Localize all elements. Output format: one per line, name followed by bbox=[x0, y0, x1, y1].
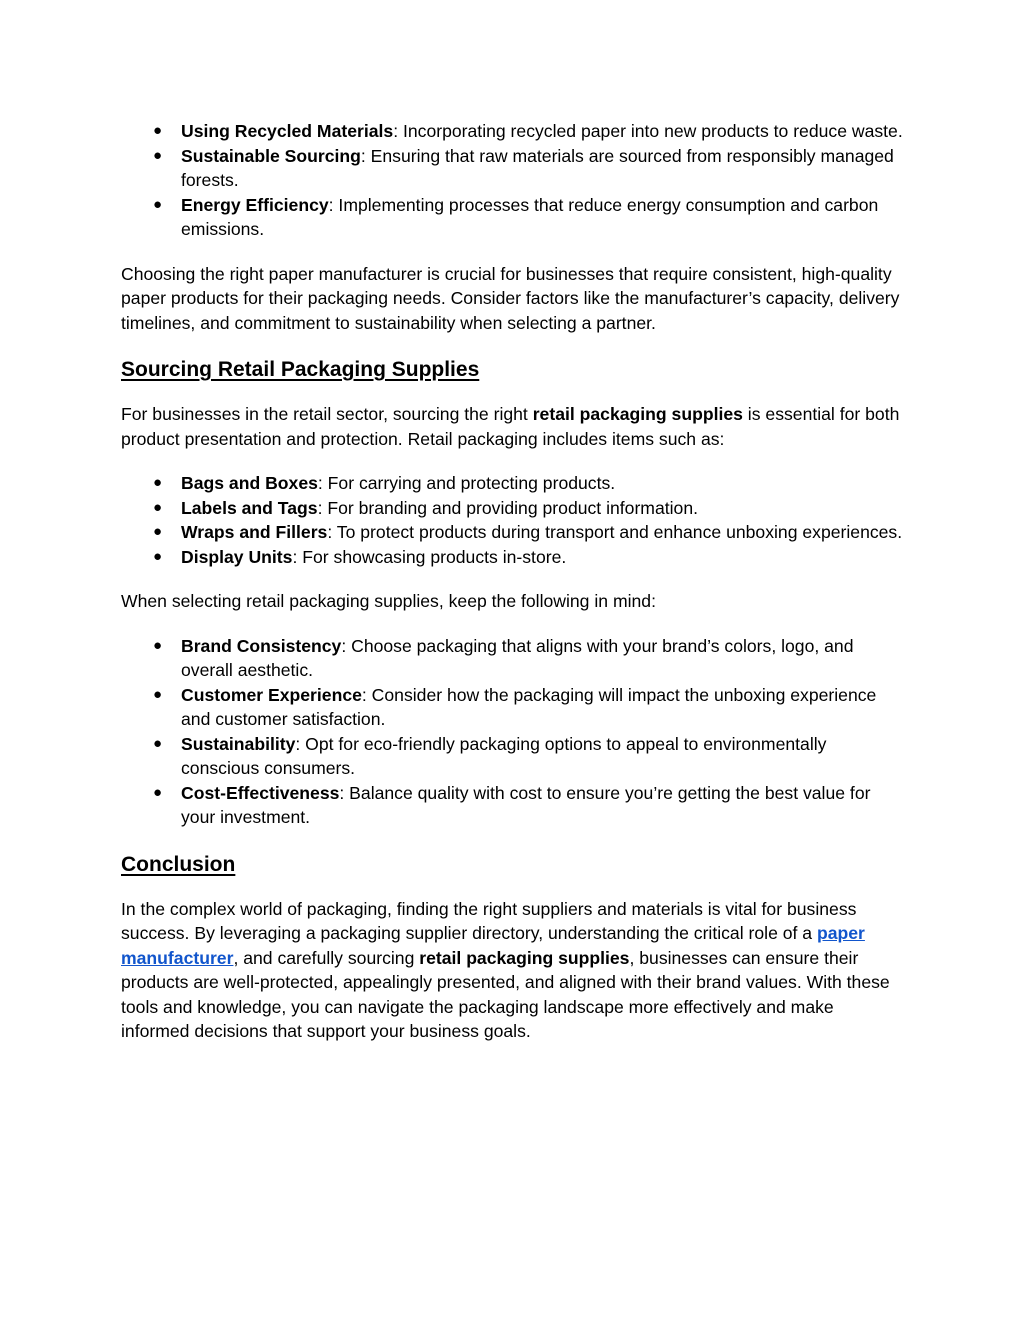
section-heading-retail-packaging: Sourcing Retail Packaging Supplies bbox=[121, 358, 480, 381]
list-item-term: Energy Efficiency bbox=[181, 194, 329, 215]
list-item-term: Display Units bbox=[181, 546, 293, 567]
bullet-icon: ● bbox=[153, 685, 163, 703]
paragraph-text: For businesses in the retail sector, sourcing the right bbox=[121, 404, 533, 424]
list-item bbox=[153, 732, 906, 781]
list-item-text: : For carrying and protecting products. bbox=[317, 473, 616, 493]
list-item bbox=[153, 496, 906, 521]
list-item-term: Sustainable Sourcing bbox=[181, 145, 361, 166]
list-item-term: Labels and Tags bbox=[181, 497, 318, 518]
document-page bbox=[121, 119, 906, 1044]
list-item-term: Sustainability bbox=[181, 733, 296, 754]
list-item-term: Cost-Effectiveness bbox=[181, 782, 340, 803]
list-item bbox=[153, 520, 906, 545]
paragraph-selection-intro: When selecting retail packaging supplies, keep the following in mind: bbox=[121, 591, 656, 611]
paragraph-text: , businesses can ensure their products are well-protected, appealingly presented, and aligned with their brand values. With these tools and knowledge, you can navigate the packaging landscape more effectively and make informed decisions that support your business goals. bbox=[121, 947, 890, 1041]
list-item-text: : To protect products during transport and enhance unboxing experiences. bbox=[327, 522, 903, 542]
list-item bbox=[153, 119, 906, 144]
list-item-term: Wraps and Fillers bbox=[181, 522, 328, 542]
retail-items-list bbox=[121, 471, 906, 569]
bullet-icon: ● bbox=[153, 122, 163, 139]
bullet-icon: ● bbox=[153, 498, 163, 516]
list-item-text: : Opt for eco-friendly packaging options to appeal to environmentally conscious consumers. bbox=[181, 733, 827, 778]
list-item-text: : Implementing processes that reduce energy consumption and carbon emissions. bbox=[181, 194, 879, 239]
paragraph-conclusion bbox=[121, 897, 906, 1044]
paragraph-bold-text: retail packaging supplies bbox=[532, 404, 743, 424]
paper-manufacturer-link[interactable]: paper manufacturer bbox=[121, 923, 865, 968]
list-item bbox=[153, 471, 906, 496]
bullet-icon: ● bbox=[153, 734, 163, 752]
list-item bbox=[153, 781, 906, 830]
bullet-icon: ● bbox=[153, 547, 163, 565]
bullet-icon: ● bbox=[153, 195, 163, 213]
list-item-term: Using Recycled Materials bbox=[181, 121, 394, 141]
list-item-term: Brand Consistency bbox=[181, 635, 342, 656]
bullet-icon: ● bbox=[153, 636, 163, 654]
list-item bbox=[153, 144, 906, 193]
list-item-text: : Choose packaging that aligns with your brand’s colors, logo, and overall aesthetic. bbox=[181, 635, 854, 680]
list-item-text: : For showcasing products in-store. bbox=[292, 546, 567, 567]
list-item-text: : Balance quality with cost to ensure you’re getting the best value for your investment. bbox=[181, 782, 871, 827]
list-item bbox=[153, 634, 906, 683]
list-item bbox=[153, 683, 906, 732]
paragraph-text: , and carefully sourcing bbox=[233, 947, 420, 968]
selection-criteria-list bbox=[121, 634, 906, 830]
bullet-icon: ● bbox=[153, 146, 163, 164]
list-item-text: : Incorporating recycled paper into new products to reduce waste. bbox=[393, 121, 903, 141]
paragraph-text: In the complex world of packaging, finding the right suppliers and materials is vital for business success. By leveraging a packaging supplier directory, understanding the critical role of a bbox=[121, 898, 857, 943]
section-heading-conclusion: Conclusion bbox=[121, 852, 236, 876]
bullet-icon: ● bbox=[153, 474, 163, 491]
practices-list bbox=[121, 119, 906, 242]
paragraph-retail-intro bbox=[121, 402, 906, 451]
list-item-text: : Ensuring that raw materials are sourced from responsibly managed forests. bbox=[181, 145, 894, 190]
list-item bbox=[153, 545, 906, 570]
bullet-icon: ● bbox=[153, 523, 163, 540]
list-item-term: Bags and Boxes bbox=[181, 473, 318, 493]
list-item-text: : For branding and providing product information. bbox=[317, 497, 699, 518]
list-item-term: Customer Experience bbox=[181, 684, 362, 705]
paragraph-bold-text: retail packaging supplies bbox=[419, 947, 630, 968]
paragraph-text: is essential for both product presentation and protection. Retail packaging includes items such as: bbox=[121, 404, 900, 449]
bullet-icon: ● bbox=[153, 783, 163, 801]
list-item-text: : Consider how the packaging will impact the unboxing experience and customer satisfaction. bbox=[181, 684, 877, 729]
list-item bbox=[153, 193, 906, 242]
paragraph-paper-manufacturer: Choosing the right paper manufacturer is crucial for businesses that require consistent, high-quality paper products for their packaging needs. Consider factors like the manufacturer’s capacity, delivery timelines, and commitment to sustainability when selecting a partner. bbox=[121, 263, 900, 333]
